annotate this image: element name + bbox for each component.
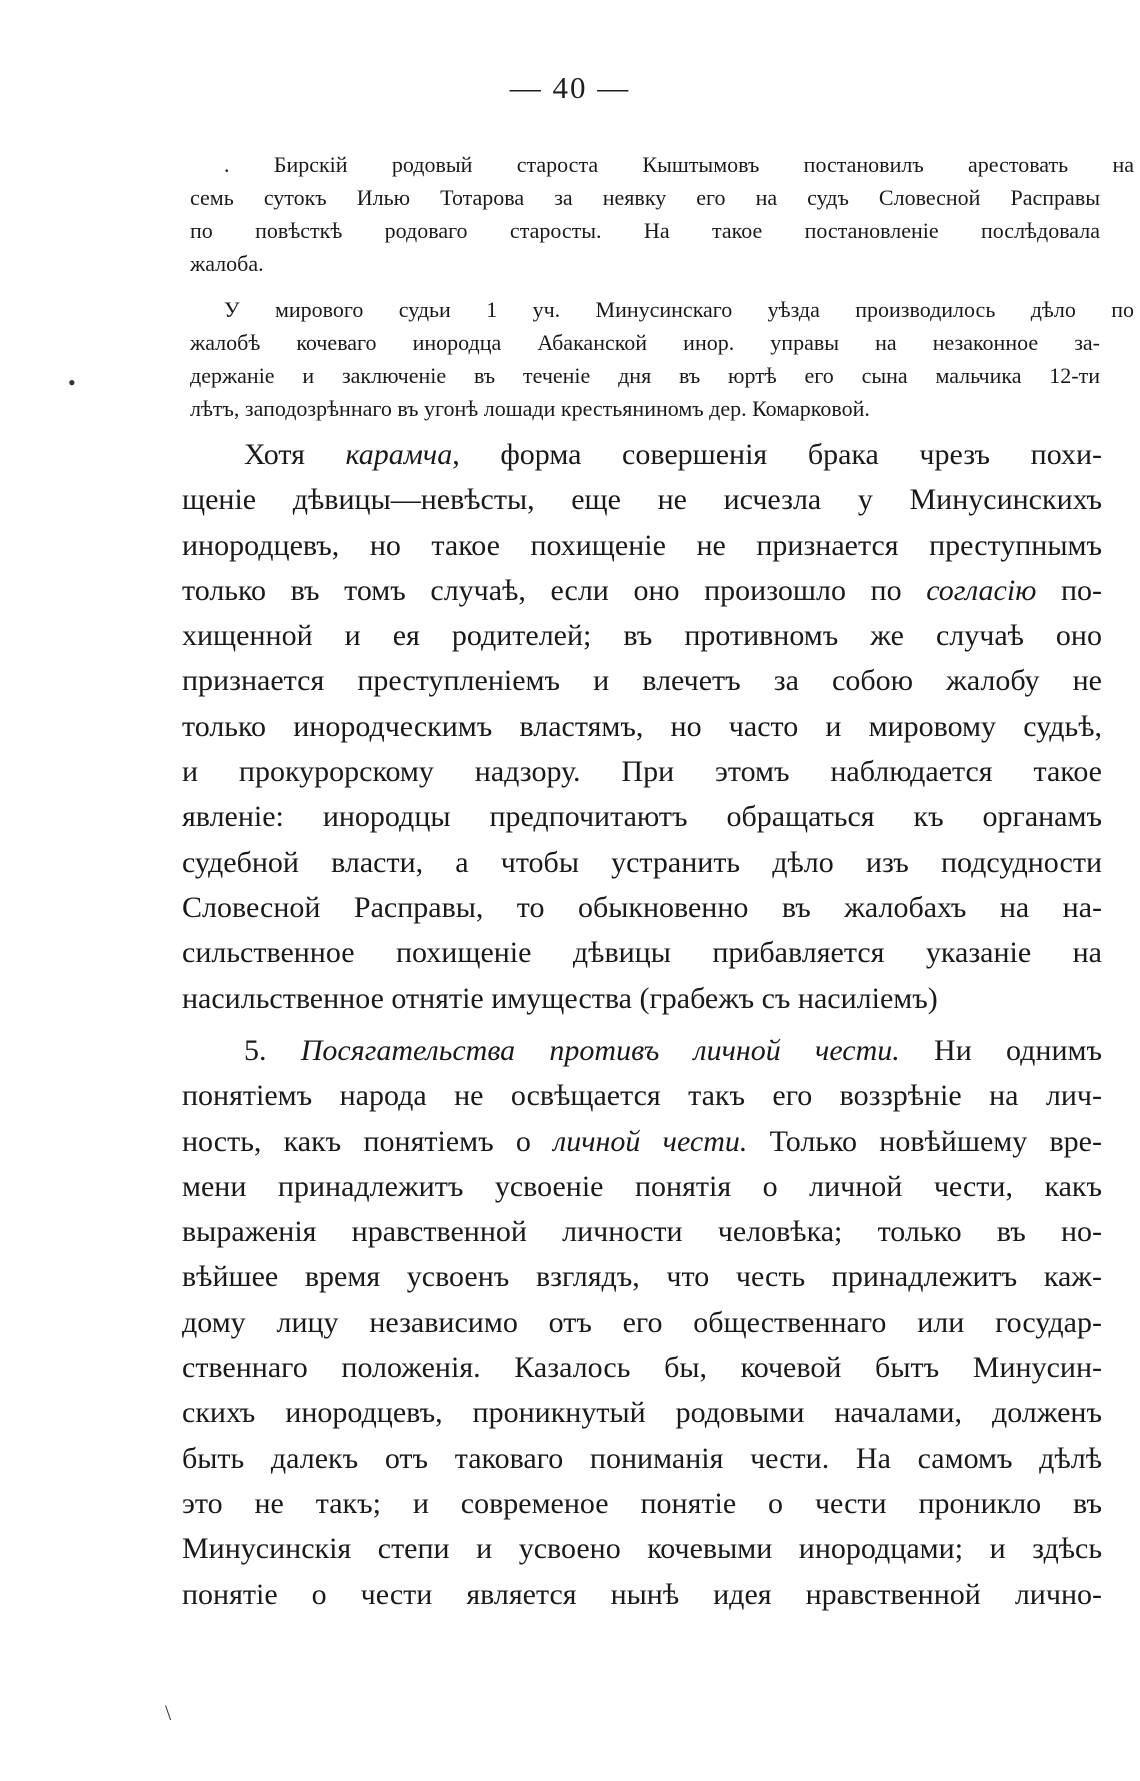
print-speck: • xyxy=(68,370,76,395)
paragraph-1-line-10: судебной власти, а чтобы устранить дѣло изъ подсудности xyxy=(182,845,1102,879)
paragraph-2 xyxy=(182,1028,1102,1617)
text-run: ность, какъ понятіемъ о xyxy=(182,1124,554,1158)
section-number: 5. xyxy=(244,1034,301,1067)
paragraph-2-line-13: понятіе о чести является нынѣ идея нравственной лично- xyxy=(182,1577,1102,1611)
paragraph-2-line-5: выраженія нравственной личности человѣка; только въ но- xyxy=(182,1215,1102,1249)
footnote-1-line-3: по повѣсткѣ родоваго старосты. На такое постановленіе послѣдовала xyxy=(190,218,1100,243)
paragraph-2-line-2: понятіемъ народа не освѣщается такъ его воззрѣніе на лич- xyxy=(182,1079,1102,1113)
paragraph-1-line-8: и прокурорскому надзору. При этомъ наблюдается такое xyxy=(182,755,1102,789)
paragraph-1 xyxy=(182,432,1102,1021)
paragraph-1-line-5: хищенной и ея родителей; въ противномъ же случаѣ оно xyxy=(182,619,1102,653)
footnote-1-line-2: семь сутокъ Илью Тотарова за неявку его на судъ Словесной Расправы xyxy=(190,185,1100,210)
paragraph-2-line-10: быть далекъ отъ таковаго пониманія чести. На самомъ дѣлѣ xyxy=(182,1441,1102,1475)
text-run: только въ томъ случаѣ, если оно произошло по xyxy=(182,573,927,607)
paragraph-1-line-6: признается преступленіемъ и влечетъ за собою жалобу не xyxy=(182,664,1102,698)
paragraph-2-line-8: ственнаго положенія. Казалось бы, кочевой бытъ Минусин- xyxy=(182,1351,1102,1385)
paragraph-2-line-1 xyxy=(182,1028,1102,1073)
paragraph-1-line-12: сильственное похищеніе дѣвицы прибавляется указаніе на xyxy=(182,936,1102,970)
paragraph-2-line-6: вѣйшее время усвоенъ взглядъ, что честь принадлежитъ каж- xyxy=(182,1260,1102,1294)
paragraph-1-line-1 xyxy=(182,432,1102,477)
paragraph-2-line-3 xyxy=(182,1119,1102,1164)
text-run: Хотя xyxy=(244,438,346,471)
italic-term-soglasiyu: согласію xyxy=(926,573,1037,607)
paragraph-2-line-4: мени принадлежитъ усвоеніе понятія о личной чести, какъ xyxy=(182,1169,1102,1203)
text-run: по- xyxy=(1036,573,1102,607)
paragraph-1-line-7: только инородческимъ властямъ, но часто и мировому судьѣ, xyxy=(182,709,1102,743)
page-number: — 40 — xyxy=(509,70,631,105)
text-run: , форма совершенія брака чрезъ похи- xyxy=(452,438,1102,471)
print-speck: \ xyxy=(165,1700,172,1725)
italic-term-lichnoy-chesti: личной чести. xyxy=(553,1124,748,1158)
paragraph-1-line-13: насильственное отнятіе имущества (грабежъ съ насиліемъ) xyxy=(182,981,938,1015)
paragraph-2-line-7: дому лицу независимо отъ его общественнаго или государ- xyxy=(182,1305,1102,1339)
footnote-1-line-1: . Бирскій родовый староста Кыштымовъ постановилъ арестовать на xyxy=(224,152,1134,177)
paragraph-2-line-12: Минусинскія степи и усвоено кочевыми инородцами; и здѣсь xyxy=(182,1532,1102,1566)
text-run: Ни однимъ xyxy=(899,1034,1103,1067)
paragraph-1-line-9: явленіе: инородцы предпочитаютъ обращаться къ органамъ xyxy=(182,800,1102,834)
paragraph-1-line-2: щеніе дѣвицы—невѣсты, еще не исчезла у Минусинскихъ xyxy=(182,483,1102,517)
paragraph-1-line-11: Словесной Расправы, то обыкновенно въ жалобахъ на на- xyxy=(182,890,1102,924)
paragraph-1-line-4 xyxy=(182,568,1102,613)
text-run: Только новѣйшему вре- xyxy=(747,1124,1102,1158)
footnote-2-line-3: держаніе и заключеніе въ теченіе дня въ юртѣ его сына мальчика 12-ти xyxy=(190,363,1100,388)
footnote-2-line-1: У мирового судьи 1 уч. Минусинскаго уѣзда производилось дѣло по xyxy=(224,297,1134,322)
footnote-2-line-4: лѣтъ, заподозрѣннаго въ угонѣ лошади крестьяниномъ дер. Комарковой. xyxy=(190,396,870,421)
paragraph-2-line-9: скихъ инородцевъ, проникнутый родовыми началами, долженъ xyxy=(182,1396,1102,1430)
section-heading-italic: Посягательства противъ личной чести. xyxy=(300,1034,900,1067)
footnote-2-line-2: жалобѣ кочеваго инородца Абаканской инор. управы на незаконное за- xyxy=(190,330,1100,355)
italic-term-karamcha: карамча xyxy=(345,438,453,471)
footnote-1-line-4: жалоба. xyxy=(190,251,264,276)
paragraph-1-line-3: инородцевъ, но такое похищеніе не признается преступнымъ xyxy=(182,528,1102,562)
paragraph-2-line-11: это не такъ; и современое понятіе о чести проникло въ xyxy=(182,1486,1102,1520)
